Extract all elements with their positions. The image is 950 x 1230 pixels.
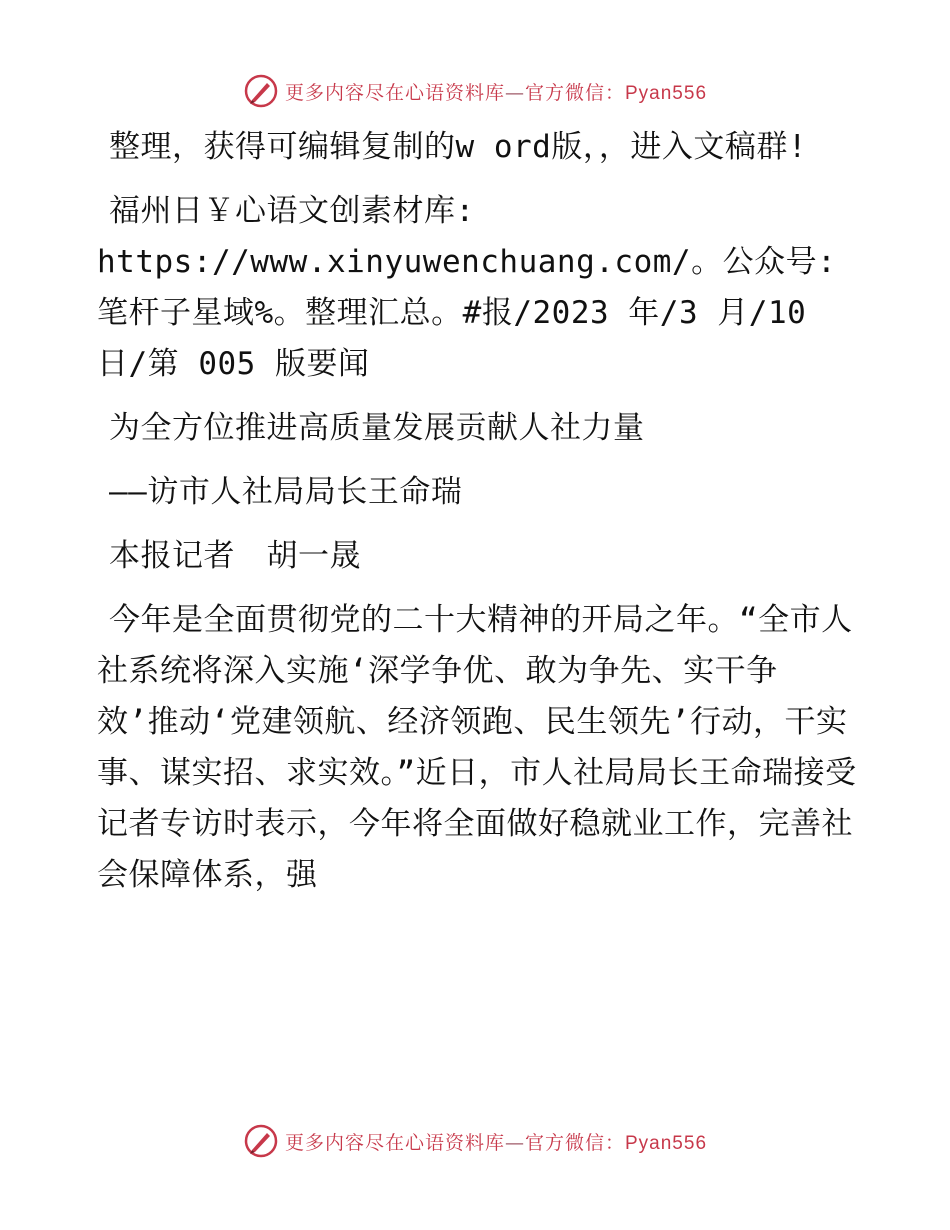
article-subtitle: ——访市人社局局长王命瑞 (109, 474, 463, 510)
paragraph-source: 福州日￥心语文创素材库: https://www.xinyuwenchuang.com/。公众号: 笔杆子星域%。整理汇总。#报/2023 年/3 月/10 日/第 005 版要闻 (97, 193, 837, 382)
banner-text: 更多内容尽在心语资料库—官方微信：Pyan556 (284, 81, 708, 104)
document-body (97, 122, 857, 914)
article-byline: 本报记者 胡一晟 (109, 538, 361, 574)
pen-logo-icon (243, 1123, 279, 1159)
paragraph-intro: 整理，获得可编辑复制的w ord版，，进入文稿群! (109, 129, 807, 165)
footer-banner (0, 1121, 950, 1161)
pen-logo-icon (243, 73, 279, 109)
article-title: 为全方位推进高质量发展贡献人社力量 (109, 410, 645, 446)
header-banner (0, 71, 950, 111)
banner-text: 更多内容尽在心语资料库—官方微信：Pyan556 (284, 1131, 708, 1154)
article-paragraph: 今年是全面贯彻党的二十大精神的开局之年。“全市人社系统将深入实施‘深学争优、敢为争先、实干争效’推动‘党建领航、经济领跑、民生领先’行动，干实事、谋实招、求实效。”近日，市人社局局长王命瑞接受记者专访时表示，今年将全面做好稳就业工作，完善社会保障体系，强 (97, 602, 857, 893)
